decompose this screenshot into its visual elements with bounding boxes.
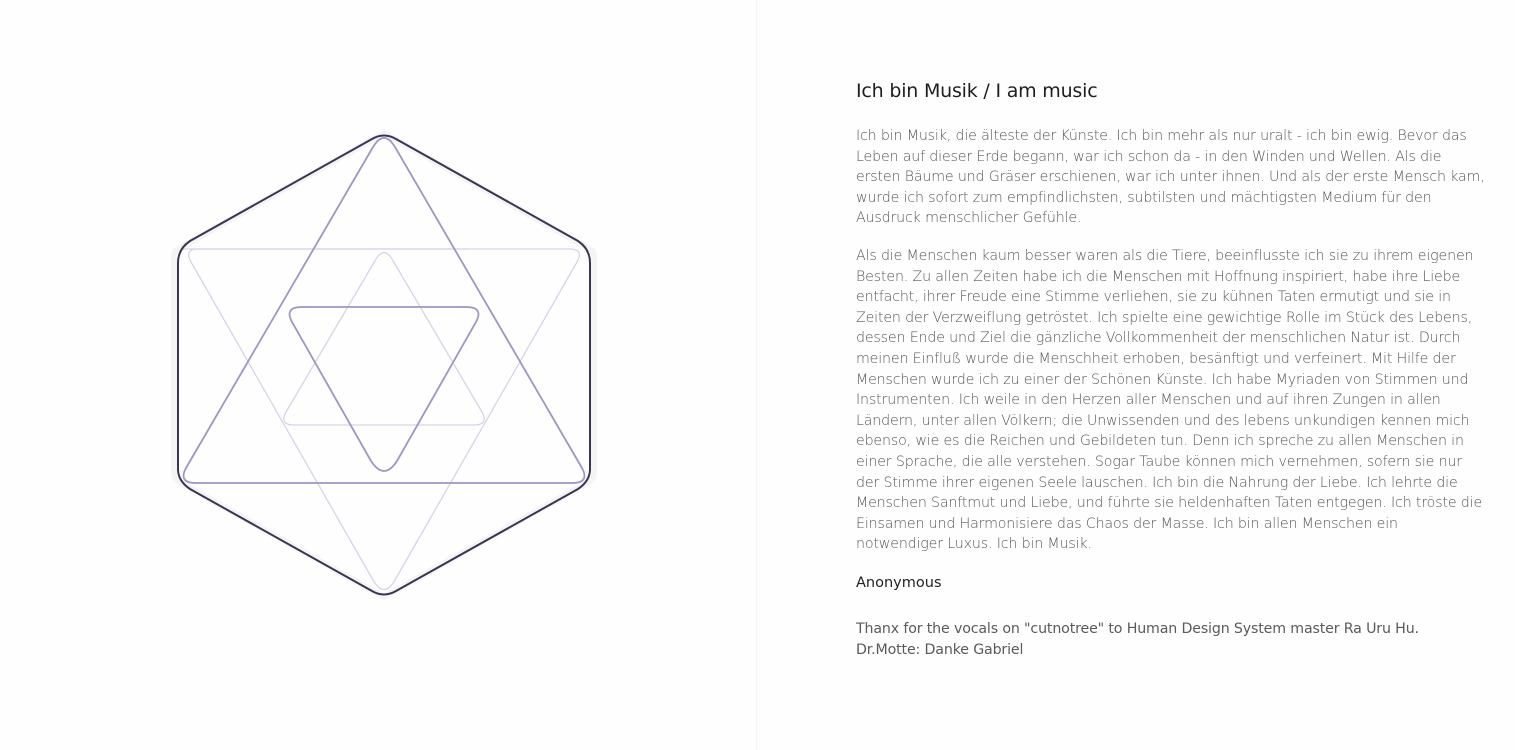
- text-column: [856, 80, 1486, 661]
- page-fold: [756, 0, 757, 750]
- light-triangle-down: [189, 249, 580, 590]
- emblem-halo: [174, 133, 594, 597]
- credits: [856, 619, 1486, 661]
- hexagon-star-emblem-icon: [168, 125, 600, 605]
- page-title: Ich bin Musik / I am music: [856, 80, 1098, 102]
- strong-inner-triangle-down: [290, 307, 479, 471]
- credit-line: Dr.Motte: Danke Gabriel: [856, 641, 1024, 658]
- paragraph: Als die Menschen kaum besser waren als die Tiere, beeinflusste ich sie zu ihrem eigenen Besten. Zu allen Zeiten habe ich die Menschen mit Hoffnung inspiriert, habe ihre Liebe entfacht, ihrer Freude eine Stimme verliehen, sie zu kühnen Taten ermutigt und sie in Zeiten der Verzweiflung getröstet. Ich spielte eine gewichtige Rolle im Stück des Lebens, dessen Ende und Ziel die gänzliche Vollkommenheit der menschlichen Natur ist. Durch meinen Einfluß wurde die Menschheit erhoben, besänftigt und verfeinert. Mit Hilfe der Menschen wurde ich zu einer der Schönen Künste. Ich habe Myriaden von Stimmen und Instrumenten. Ich weile in den Herzen aller Menschen und auf ihren Zungen in allen Ländern, unter allen Völkern; die Unwissenden und des lebens unkundigen kennen mich ebenso, wie es die Reichen und Gebildeten tun. Denn ich spreche zu allen Menschen in einer Sprache, die alle verstehen. Sogar Taube können mich vernehmen, sofern sie nur der Stimme ihrer eigenen Seele lauschen. Ich bin die Nahrung der Liebe. Ich lehrte die Menschen Sanftmut und Liebe, und führte sie heldenhaften Taten entgegen. Ich tröste die Einsamen und Harmonisiere das Chaos der Masse. Ich bin allen Menschen ein notwendiger Luxus. Ich bin Musik.: [856, 247, 1483, 553]
- credit-line: Thanx for the vocals on "cutnotree" to Human Design System master Ra Uru Hu.: [856, 620, 1419, 637]
- author: Anonymous: [856, 574, 942, 591]
- strong-triangle-up: [184, 138, 585, 483]
- hexagon-outline: [178, 136, 590, 595]
- paragraph: Ich bin Musik, die älteste der Künste. Ich bin mehr als nur uralt - ich bin ewig. Bevor das Leben auf dieser Erde begann, war ich schon da - in den Winden und Wellen. Als die ersten Bäume und Gräser erschienen, war ich unter ihnen. Und als der erste Mensch kam, wurde ich sofort zum empfindlichsten, subtilsten und mächtigsten Medium für den Ausdruck menschlicher Gefühle.: [856, 128, 1485, 227]
- light-inner-triangle-up: [284, 253, 484, 426]
